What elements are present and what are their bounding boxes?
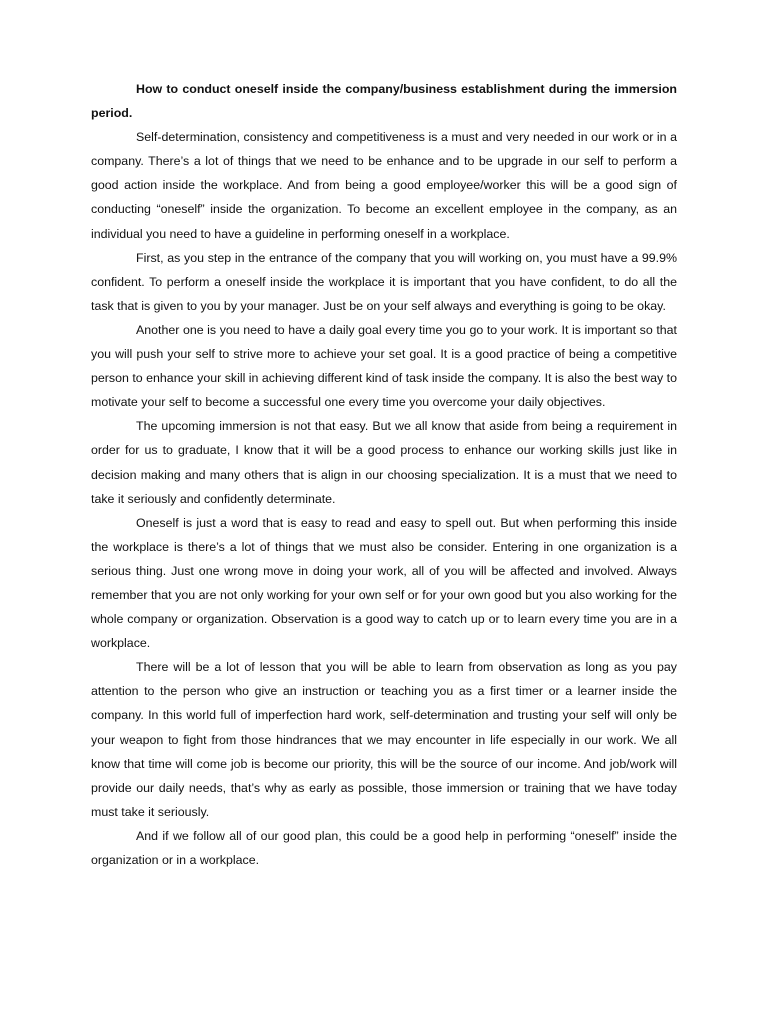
paragraph-1: Self-determination, consistency and competitiveness is a must and very needed in our work or in a company. There’s a lot of things that we need to be enhance and to be upgrade in our self to perform a good action inside the workplace. And from being a good employee/worker this will be a good sign of conducting “oneself” inside the organization. To become an excellent employee in the company, as an individual you need to have a guideline in performing oneself in a workplace. [91,130,677,241]
paragraph-4: The upcoming immersion is not that easy. But we all know that aside from being a requirement in order for us to graduate, I know that it will be a good process to enhance our working skills just like in decision making and many others that is align in our choosing specialization. It is a must that we need to take it seriously and confidently determinate. [91,419,677,506]
document-title: How to conduct oneself inside the company/business establishment during the immersion period. [91,82,677,121]
paragraph-3: Another one is you need to have a daily goal every time you go to your work. It is important so that you will push your self to strive more to achieve your set goal. It is a good practice of being a competitive person to enhance your skill in achieving different kind of task inside the company. It is also the best way to motivate your self to become a successful one every time you overcome your daily objectives. [91,322,677,410]
paragraph-2: First, as you step in the entrance of the company that you will working on, you must have a 99.9% confident. To perform a oneself inside the workplace it is important that you have confident, to do all the task that is given to you by your manager. Just be on your self always and everything is going to be okay. [91,250,677,313]
paragraph-5: Oneself is just a word that is easy to read and easy to spell out. But when performing this inside the workplace is there’s a lot of things that we must also be consider. Entering in one organization is a serious thing. Just one wrong move in doing your work, all of you will be affected and involved. Always remember that you are not only working for your own self or for your own good but you also working for the whole company or organization. Observation is a good way to catch up or to learn every time you are in a workplace. [91,515,677,651]
paragraph-7: And if we follow all of our good plan, this could be a good help in performing “oneself” inside the organization or in a workplace. [91,828,677,867]
paragraph-6: There will be a lot of lesson that you will be able to learn from observation as long as you pay attention to the person who give an instruction or teaching you as a first timer or a learner inside the company. In this world full of imperfection hard work, self-determination and trusting your self will only be your weapon to fight from those hindrances that we may encounter in life especially in our work. We all know that time will come job is become our priority, this will be the source of our income. And job/work will provide our daily needs, that’s why as early as possible, those immersion or training that we have today must take it seriously. [91,660,677,819]
document-page [91,77,677,872]
